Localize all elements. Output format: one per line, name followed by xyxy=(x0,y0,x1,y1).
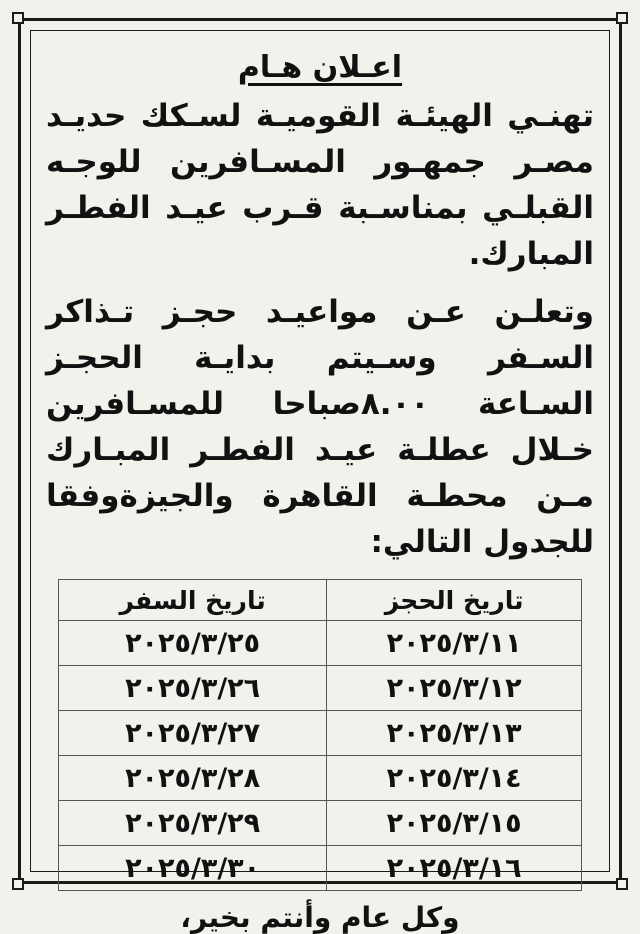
closing-greeting: وكل عام وأنتم بخير، xyxy=(180,901,460,934)
announcement-title: اعـلان هـام xyxy=(237,50,403,85)
table-row xyxy=(59,666,582,711)
booking-date-cell: ٢٠٢٥/٣/١٦ xyxy=(327,846,582,891)
table-row xyxy=(59,711,582,756)
booking-date-cell: ٢٠٢٥/٣/١١ xyxy=(327,621,582,666)
corner-ornament-top-right xyxy=(616,12,628,24)
travel-date-header: تاريخ السفر xyxy=(59,580,327,621)
booking-date-cell: ٢٠٢٥/٣/١٤ xyxy=(327,756,582,801)
table-row xyxy=(59,756,582,801)
table-header-row xyxy=(59,580,582,621)
table-row xyxy=(59,801,582,846)
corner-ornament-bottom-left xyxy=(12,878,24,890)
travel-date-cell: ٢٠٢٥/٣/٣٠ xyxy=(59,846,327,891)
schedule-paragraph: وتعلـن عـن مواعيـد حجـز تـذاكر السـفر وسـيتم بدايـة الحجـز السـاعة ٨.٠٠صباحا للمسـافرين خـلال عطلـة عيـد الفطـر المبـارك مـن محطـة القاهرة والجيزةوفقا للجدول التالي: xyxy=(46,294,594,560)
travel-date-cell: ٢٠٢٥/٣/٢٦ xyxy=(59,666,327,711)
travel-date-cell: ٢٠٢٥/٣/٢٩ xyxy=(59,801,327,846)
greeting-paragraph: تهنـي الهيئـة القوميـة لسـكك حديـد مصـر جمهـور المسـافرين للوجـه القبلـي بمناسـبة قـرب عيـد الفطـر المبارك. xyxy=(46,98,594,272)
travel-date-cell: ٢٠٢٥/٣/٢٧ xyxy=(59,711,327,756)
booking-date-cell: ٢٠٢٥/٣/١٥ xyxy=(327,801,582,846)
travel-date-cell: ٢٠٢٥/٣/٢٨ xyxy=(59,756,327,801)
announcement-content xyxy=(46,40,594,934)
booking-date-cell: ٢٠٢٥/٣/١٣ xyxy=(327,711,582,756)
booking-date-header: تاريخ الحجز xyxy=(327,580,582,621)
schedule-table xyxy=(58,579,582,891)
booking-date-cell: ٢٠٢٥/٣/١٢ xyxy=(327,666,582,711)
table-row xyxy=(59,621,582,666)
table-row xyxy=(59,846,582,891)
travel-date-cell: ٢٠٢٥/٣/٢٥ xyxy=(59,621,327,666)
corner-ornament-top-left xyxy=(12,12,24,24)
corner-ornament-bottom-right xyxy=(616,878,628,890)
